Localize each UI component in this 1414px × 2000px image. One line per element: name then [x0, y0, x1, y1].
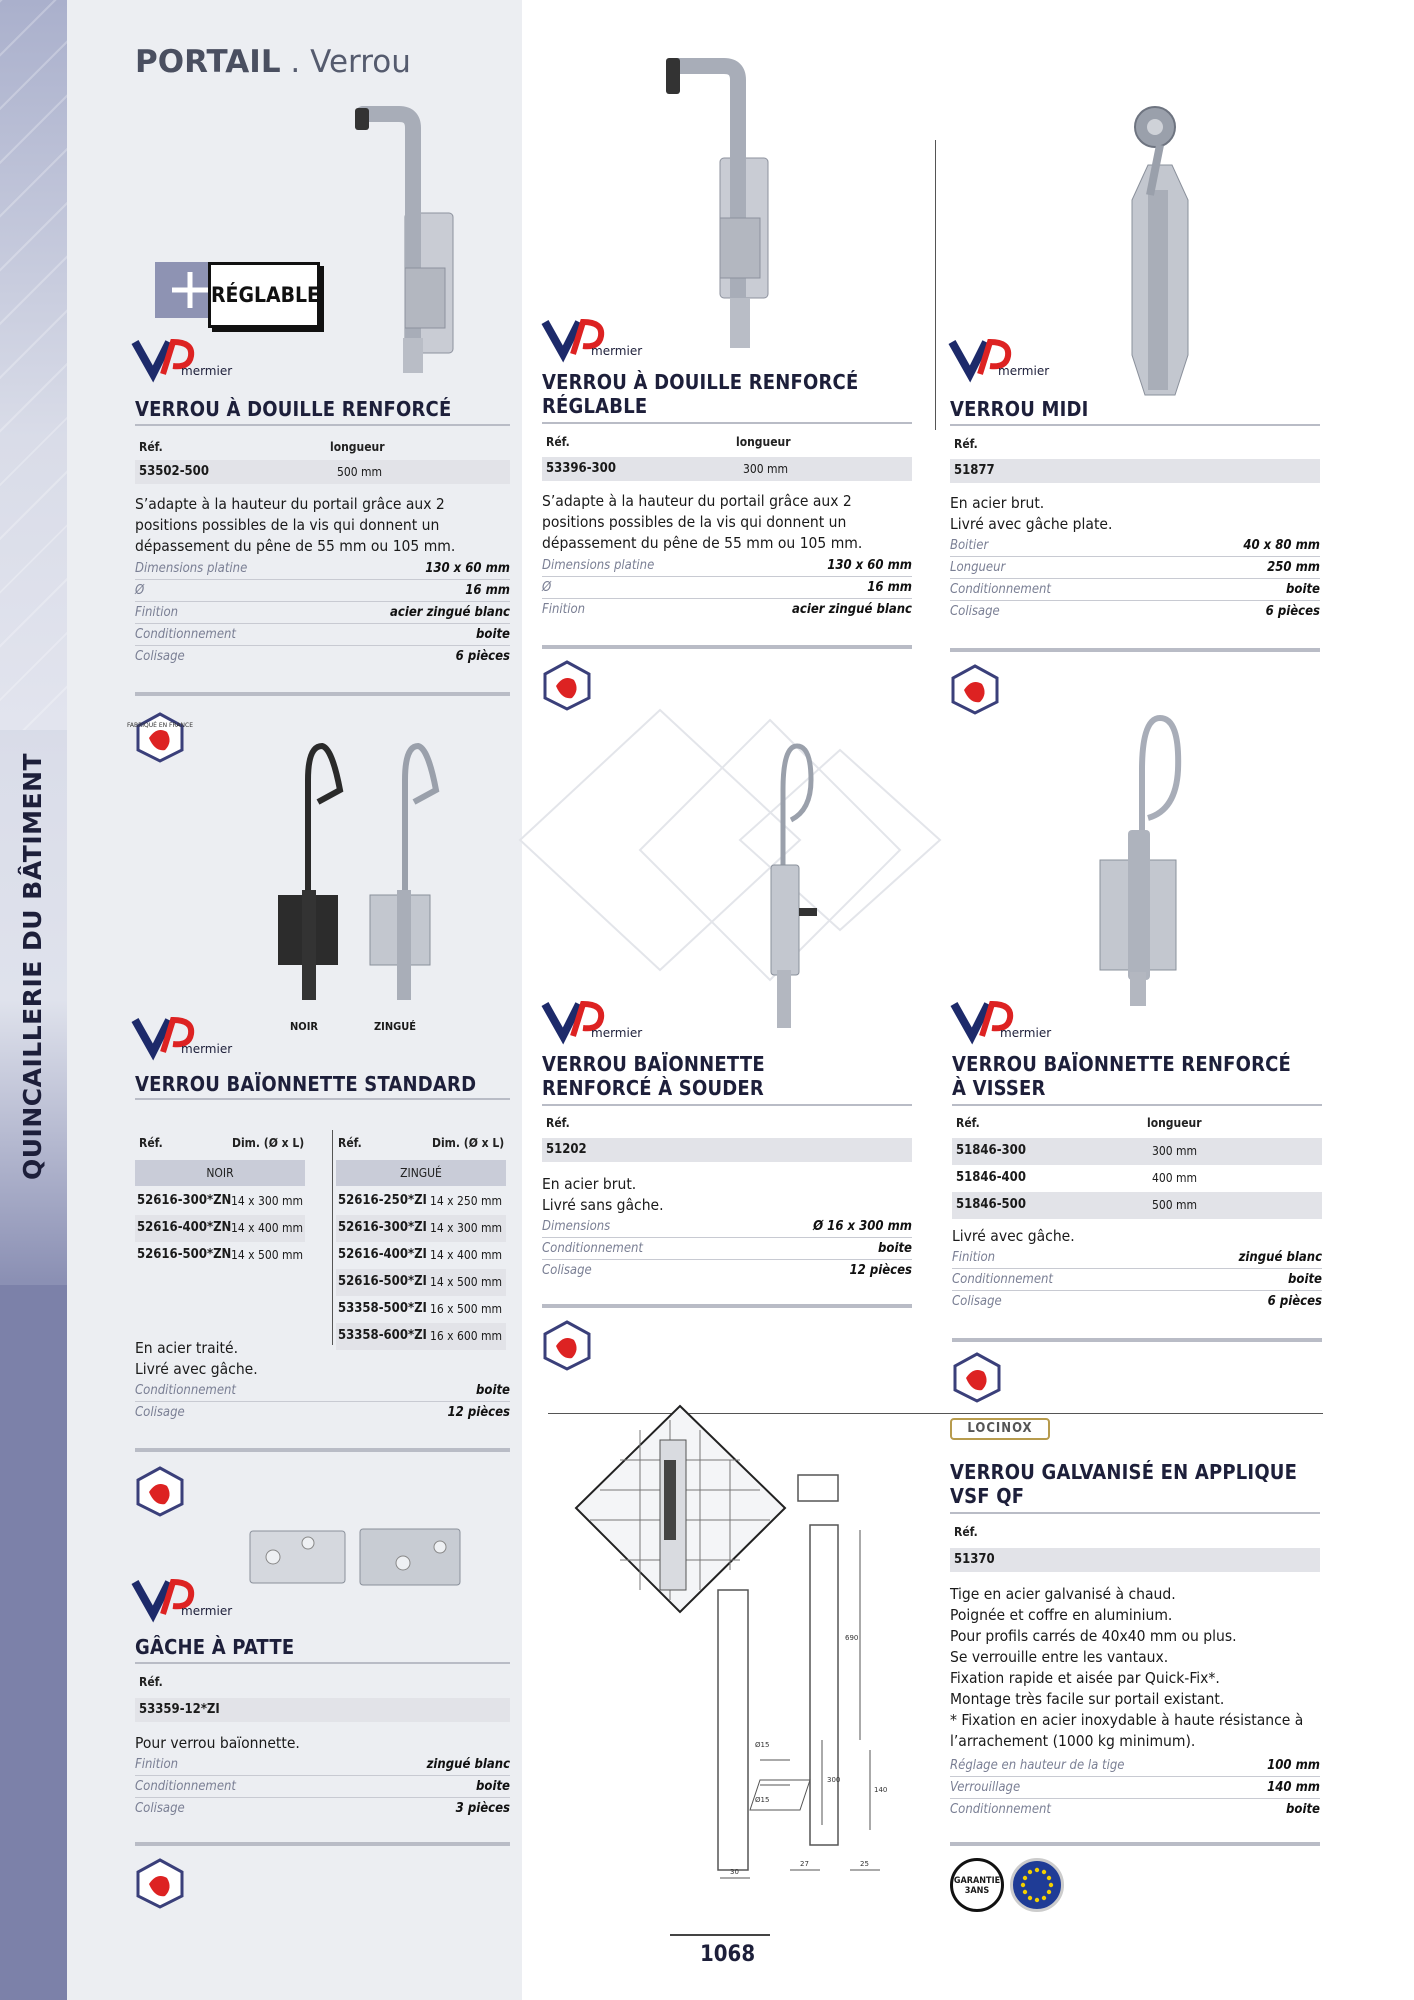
divider [950, 1512, 1320, 1514]
ref-row [950, 459, 1320, 483]
vp-mermier-logo: mermier [133, 1016, 243, 1060]
made-in-france-icon [135, 1466, 185, 1516]
locinox-logo: LOCINOX [950, 1418, 1050, 1440]
svg-text:25: 25 [860, 1860, 869, 1868]
divider [135, 1662, 510, 1664]
ref-value: 51877 [954, 463, 995, 478]
spec-row: Verrouillage 140 mm [950, 1777, 1320, 1799]
table-row: 52616-300*ZI 14 x 300 mm [336, 1215, 506, 1242]
divider [135, 424, 510, 426]
table-row: 52616-500*ZI 14 x 500 mm [336, 1269, 506, 1296]
ref-row [542, 1138, 912, 1162]
product-title: VERROU BAÏONNETTE STANDARD [135, 1072, 477, 1096]
col-header-ref: Réf. [954, 437, 978, 451]
table-row: 52616-500*ZN 14 x 500 mm [137, 1247, 304, 1262]
spec-row: Ø 16 mm [542, 577, 912, 599]
table-row: 51846-500 500 mm [952, 1192, 1322, 1219]
col-header-ref: Réf. [139, 440, 163, 454]
table-head-noir: NOIR [135, 1160, 305, 1186]
col-header-length: longueur [330, 440, 385, 454]
made-in-france-icon [542, 660, 592, 710]
spec-row: Finition acier zingué blanc [135, 602, 510, 624]
page-title: PORTAIL . Verrou [135, 44, 411, 80]
table-zingue [336, 1188, 506, 1350]
vp-mermier-logo: mermier [133, 1578, 243, 1622]
table-row: 51846-400 400 mm [956, 1170, 1198, 1185]
spec-row: Finition zingué blanc [952, 1247, 1322, 1269]
col-header-ref: Réf. [956, 1116, 980, 1130]
product-image-baionnette-visser [1090, 710, 1200, 1010]
footer-rule [670, 1934, 770, 1936]
col-header-ref: Réf. [546, 435, 570, 449]
spec-list [135, 558, 510, 668]
spec-row: Ø 16 mm [135, 580, 510, 602]
spec-list [950, 535, 1320, 623]
spec-row: Colisage 12 pièces [542, 1263, 912, 1278]
spec-list [950, 1755, 1320, 1821]
product-image-verrou-douille-reglable [660, 58, 780, 358]
divider [542, 1304, 912, 1308]
spec-list [135, 1754, 510, 1820]
product-image-gache [248, 1525, 463, 1590]
vp-mermier-logo: mermier [952, 1000, 1062, 1044]
divider [950, 1842, 1320, 1846]
spec-list [135, 1380, 510, 1424]
spec-row: Conditionnement boite [950, 1802, 1320, 1817]
spec-row: Colisage 12 pièces [135, 1405, 510, 1420]
product-title: GÂCHE À PATTE [135, 1635, 295, 1659]
divider [952, 1338, 1322, 1342]
spec-row: Colisage 6 pièces [952, 1294, 1322, 1309]
product-description: Tige en acier galvanisé à chaud. Poignée et coffre en aluminium. Pour profils carrés de 40x40 mm ou plus. Se verrouille entre les vantaux. Fixation rapide et aisée par Quick-Fix*. Montage très facile sur portail existant. * Fixation en acier inoxydable à haute résistance à l’arrachement (1000 kg minimum). [950, 1585, 1304, 1750]
table-row: 52616-250*ZI 14 x 250 mm [338, 1193, 503, 1208]
product-description: S’adapte à la hauteur du portail grâce aux 2 positions possibles de la vis qui donnent un dépassement du pêne de 55 mm ou 105 mm. [135, 495, 456, 555]
vp-mermier-logo: mermier [133, 338, 243, 382]
sidebar-category: QUINCAILLERIE DU BÂTIMENT [18, 752, 47, 1180]
made-in-france-icon [952, 1352, 1002, 1402]
divider [542, 422, 912, 424]
product-title: VERROU À DOUILLE RENFORCÉ RÉGLABLE [542, 370, 859, 418]
spec-row: Colisage 3 pièces [135, 1801, 510, 1816]
spec-list [952, 1247, 1322, 1313]
product-description: S’adapte à la hauteur du portail grâce aux 2 positions possibles de la vis qui donnent un dépassement du pêne de 55 mm ou 105 mm. [542, 492, 863, 552]
made-in-france-icon [542, 1320, 592, 1370]
table-row: 52616-300*ZN 14 x 300 mm [137, 1193, 304, 1208]
table-row: 53358-600*ZI 16 x 600 mm [336, 1323, 506, 1350]
variant-label-noir: NOIR [290, 1020, 318, 1033]
vp-mermier-logo: mermier [543, 1000, 653, 1044]
technical-drawing [560, 1400, 940, 1880]
col-header-ref: Réf. [546, 1116, 570, 1130]
spec-row: Conditionnement boite [135, 624, 510, 646]
divider [542, 645, 912, 649]
made-in-france-icon [950, 664, 1000, 714]
spec-row: Dimensions platine 130 x 60 mm [135, 558, 510, 580]
divider [135, 692, 510, 696]
spec-row: Colisage 6 pièces [135, 649, 510, 664]
vp-mermier-logo: mermier [543, 318, 653, 362]
spec-row: Colisage 6 pièces [950, 604, 1320, 619]
column-divider [935, 140, 936, 430]
spec-row: Conditionnement boite [542, 1238, 912, 1260]
spec-row: Conditionnement boite [950, 579, 1320, 601]
spec-row: Boitier 40 x 80 mm [950, 535, 1320, 557]
table-row: 51846-300 300 mm [952, 1138, 1322, 1165]
svg-text:690: 690 [845, 1634, 859, 1642]
table-row: 52616-400*ZI 14 x 400 mm [338, 1247, 503, 1262]
spec-row: Réglage en hauteur de la tige 100 mm [950, 1755, 1320, 1777]
product-description: Pour verrou baïonnette. [135, 1734, 300, 1752]
length-value: 500 mm [337, 465, 383, 479]
spec-row: Dimensions Ø 16 x 300 mm [542, 1216, 912, 1238]
spec-list [542, 1216, 912, 1282]
eu-stars-icon [1010, 1858, 1064, 1912]
product-description: En acier traité. [135, 1339, 238, 1357]
product-description: En acier brut. [950, 494, 1045, 512]
product-title: VERROU BAÏONNETTE RENFORCÉ À SOUDER [542, 1052, 765, 1100]
spec-row: Dimensions platine 130 x 60 mm [542, 555, 912, 577]
reglable-badge: RÉGLABLE [208, 262, 320, 328]
svg-text:Ø15: Ø15 [755, 1796, 770, 1804]
product-description: En acier brut. [542, 1175, 637, 1193]
divider [952, 1104, 1322, 1106]
spec-row: Conditionnement boite [135, 1380, 510, 1402]
ref-table [952, 1138, 1322, 1219]
table-row: 53358-500*ZI 16 x 500 mm [338, 1301, 503, 1316]
col-header-ref: Réf. [139, 1136, 163, 1150]
col-header-ref: Réf. [954, 1525, 978, 1539]
col-header-ref: Réf. [139, 1675, 163, 1689]
made-in-france-icon [126, 712, 194, 762]
product-image-verrou-midi [1120, 105, 1210, 405]
vp-mermier-logo: mermier [950, 338, 1060, 382]
spec-row: Finition acier zingué blanc [542, 602, 912, 617]
svg-text:FABRIQUÉ EN FRANCE: FABRIQUÉ EN FRANCE [126, 722, 194, 729]
ref-value: 53396-300 [546, 461, 616, 476]
divider [950, 424, 1320, 426]
table-noir [135, 1188, 305, 1269]
length-value: 300 mm [743, 462, 789, 476]
ref-row [950, 1548, 1320, 1572]
divider [542, 1104, 912, 1106]
divider [950, 648, 1320, 652]
spec-row: Conditionnement boite [952, 1269, 1322, 1291]
spec-row: Conditionnement boite [135, 1776, 510, 1798]
variant-label-zingue: ZINGUÉ [374, 1020, 417, 1033]
divider [135, 1098, 510, 1100]
table-row: 52616-400*ZN 14 x 400 mm [135, 1215, 305, 1242]
ref-value: 53502-500 [139, 464, 209, 479]
product-image-verrou-douille [355, 108, 465, 378]
decorative-diamond-pattern [540, 690, 960, 1010]
product-description: Livré sans gâche. [542, 1196, 664, 1214]
ref-value: 51202 [546, 1142, 587, 1157]
col-header-dim: Dim. (Ø x L) [232, 1136, 305, 1150]
garantie-icon: GARANTIE 3ANS [950, 1858, 1004, 1912]
svg-text:27: 27 [800, 1860, 809, 1868]
divider [135, 1842, 510, 1846]
product-description: Livré avec gâche. [952, 1227, 1075, 1245]
table-divider [332, 1130, 333, 1345]
spec-list [542, 555, 912, 621]
product-title: VERROU BAÏONNETTE RENFORCÉ À VISSER [952, 1052, 1292, 1100]
spec-row: Finition zingué blanc [135, 1754, 510, 1776]
product-title: VERROU GALVANISÉ EN APPLIQUE VSF QF [950, 1460, 1298, 1508]
product-image-baionnette-souder [755, 740, 835, 1030]
product-title: VERROU À DOUILLE RENFORCÉ [135, 397, 452, 421]
product-image-verrou-baionnette [270, 740, 500, 1010]
divider [135, 1448, 510, 1452]
page-number: 1068 [700, 1942, 756, 1967]
col-header-length: longueur [736, 435, 791, 449]
svg-text:300: 300 [827, 1776, 841, 1784]
table-head-zingue: ZINGUÉ [336, 1160, 506, 1186]
col-header-ref: Réf. [338, 1136, 362, 1150]
col-header-dim: Dim. (Ø x L) [432, 1136, 505, 1150]
ref-value: 53359-12*ZI [139, 1702, 220, 1717]
svg-text:30: 30 [730, 1868, 739, 1876]
ref-value: 51370 [954, 1552, 995, 1567]
product-description: Livré avec gâche plate. [950, 515, 1113, 533]
svg-text:Ø15: Ø15 [755, 1741, 770, 1749]
spec-row: Longueur 250 mm [950, 557, 1320, 579]
col-header-length: longueur [1147, 1116, 1202, 1130]
made-in-france-icon [135, 1858, 185, 1908]
product-title: VERROU MIDI [950, 397, 1089, 421]
svg-text:140: 140 [874, 1786, 888, 1794]
product-description: Livré avec gâche. [135, 1360, 258, 1378]
